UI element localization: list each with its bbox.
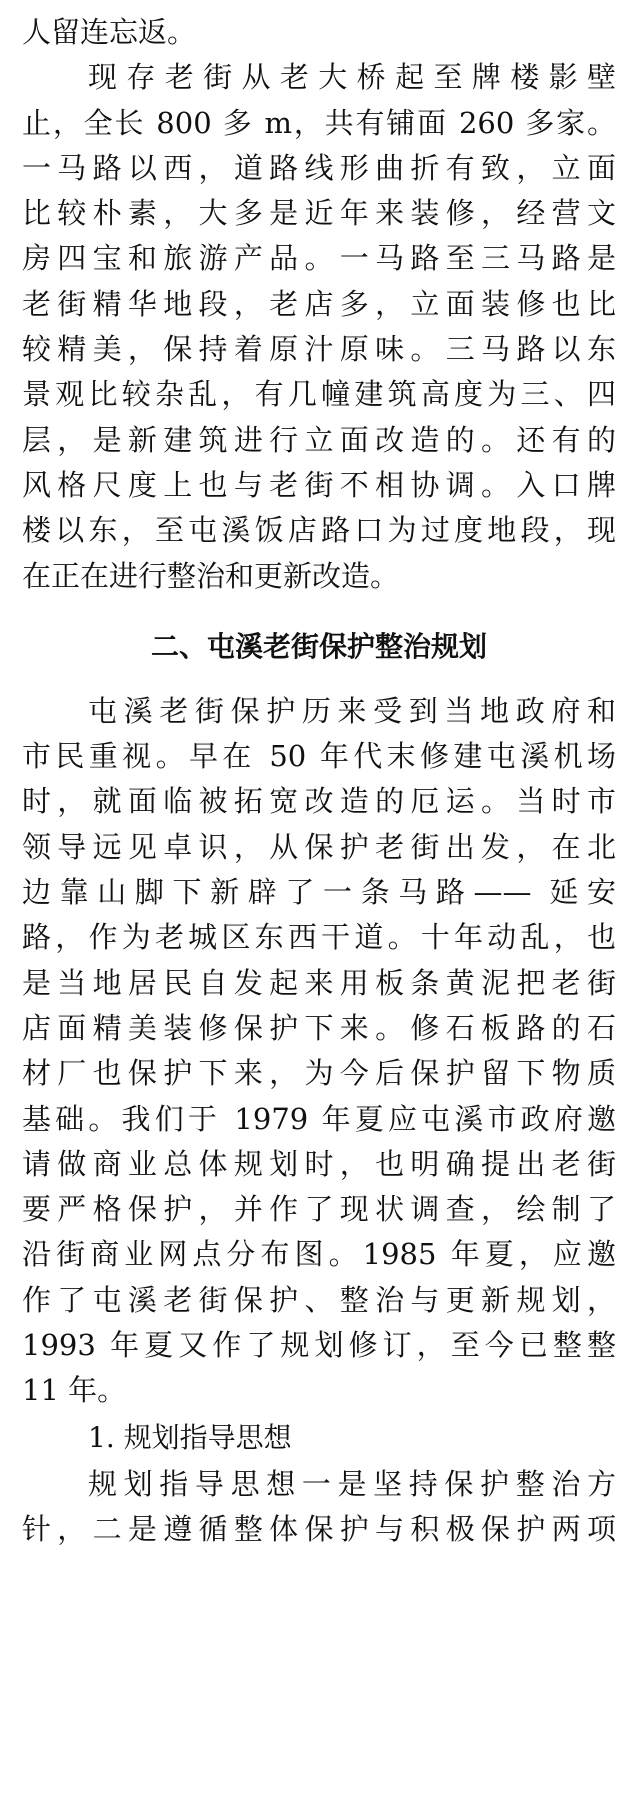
text-line: 时，就面临被拓宽改造的厄运。当时市 xyxy=(22,784,616,819)
text-line: 作了屯溪老街保护、整治与更新规划， xyxy=(22,1282,616,1317)
text-line: 楼以东，至屯溪饭店路口为过度地段，现 xyxy=(22,513,616,548)
text-line: 老街精华地段，老店多，立面装修也比 xyxy=(22,286,616,321)
text-line: 要严格保护，并作了现状调查，绘制了 xyxy=(22,1192,616,1227)
text-line: 比较朴素，大多是近年来装修，经营文 xyxy=(22,196,616,231)
text-line: 层，是新建筑进行立面改造的。还有的 xyxy=(22,422,616,457)
text-line: 屯溪老街保护历来受到当地政府和 xyxy=(88,693,616,728)
text-line: 请做商业总体规划时，也明确提出老街 xyxy=(22,1146,616,1181)
text-line: 现存老街从老大桥起至牌楼影壁 xyxy=(88,60,616,95)
text-line: 风格尺度上也与老街不相协调。入口牌 xyxy=(22,467,616,502)
text-line: 领导远见卓识，从保护老街出发，在北 xyxy=(22,829,616,864)
text-line: 在正在进行整治和更新改造。 xyxy=(22,558,400,593)
text-line: 11 年。 xyxy=(22,1373,127,1408)
text-line: 材厂也保护下来，为今后保护留下物质 xyxy=(22,1056,616,1091)
text-line: 人留连忘返。 xyxy=(22,15,197,49)
text-line: 一马路以西，道路线形曲折有致，立面 xyxy=(22,150,616,185)
text-line: 是当地居民自发起来用板条黄泥把老街 xyxy=(22,965,616,1000)
subsection-heading: 1. 规划指导思想 xyxy=(88,1420,292,1454)
text-line: 1993 年夏又作了规划修订，至今已整整 xyxy=(22,1328,616,1363)
text-line: 路，作为老城区东西干道。十年动乱，也 xyxy=(22,920,616,955)
text-line: 规划指导思想一是坚持保护整治方 xyxy=(88,1466,616,1501)
document-page xyxy=(22,10,616,1552)
text-line: 市民重视。早在 50 年代末修建屯溪机场 xyxy=(22,739,616,774)
section-heading: 二、屯溪老街保护整治规划 xyxy=(150,629,487,663)
text-line: 止，全长 800 多 m，共有铺面 260 多家。 xyxy=(22,105,616,140)
text-line: 店面精美装修保护下来。修石板路的石 xyxy=(22,1010,616,1045)
text-line: 房四宝和旅游产品。一马路至三马路是 xyxy=(22,241,616,276)
text-line: 景观比较杂乱，有几幢建筑高度为三、四 xyxy=(22,377,616,412)
text-line: 基础。我们于 1979 年夏应屯溪市政府邀 xyxy=(22,1101,616,1136)
text-line: 较精美，保持着原汁原味。三马路以东 xyxy=(22,332,616,367)
text-line: 沿街商业网点分布图。1985 年夏，应邀 xyxy=(22,1237,616,1272)
text-line: 边靠山脚下新辟了一条马路—— 延安 xyxy=(22,875,616,910)
text-line: 针，二是遵循整体保护与积极保护两项 xyxy=(22,1511,616,1546)
